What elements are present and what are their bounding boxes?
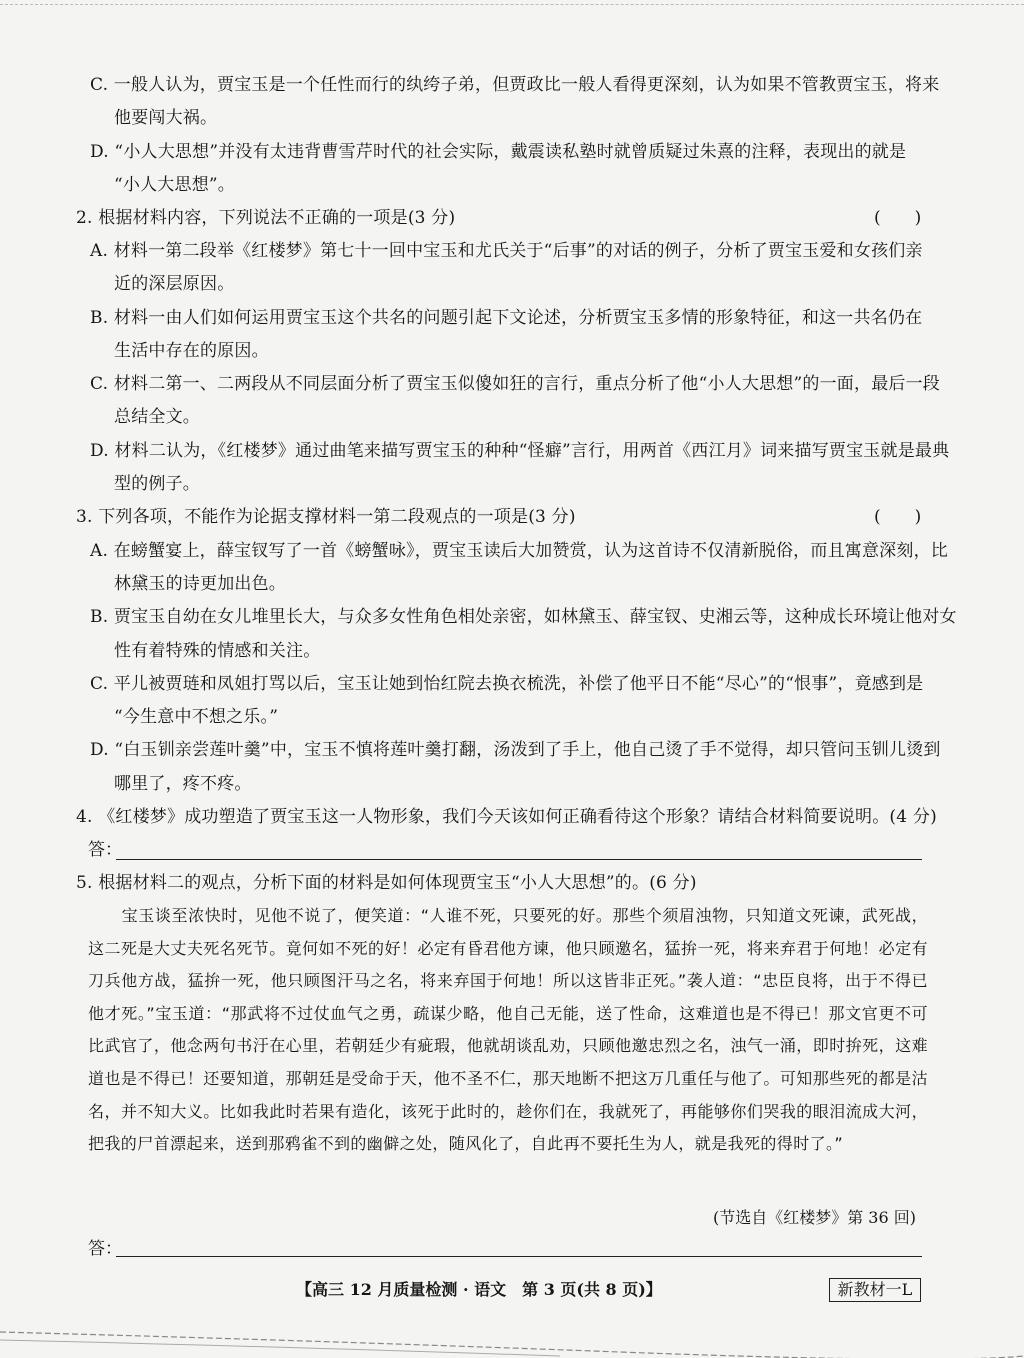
q3-option-c-cont: “今生意中不想之乐。” <box>114 707 279 727</box>
q1-option-c: C. 一般人认为，贾宝玉是一个任性而行的纨绔子弟，但贾政比一般人看得更深刻，认为如果不管教贾宝玉，将来 <box>90 75 940 95</box>
question-2-answer-blank[interactable]: ( ) <box>874 208 922 228</box>
q3-option-d: D. “白玉钏亲尝莲叶羹”中，宝玉不慎将莲叶羹打翻，汤泼到了手上，他自己烫了手不觉得，却只管问玉钏儿烫到 <box>90 740 941 760</box>
q5-answer-label: 答： <box>88 1239 122 1259</box>
q2-option-b-cont: 生活中存在的原因。 <box>114 341 269 361</box>
q1-option-c-cont: 他要闯大祸。 <box>114 108 218 128</box>
q2-option-c: C. 材料二第一、二两段从不同层面分析了贾宝玉似傻如狂的言行，重点分析了他“小人大思想”的一面，最后一段 <box>90 374 940 394</box>
q2-option-a-cont: 近的深层原因。 <box>114 274 235 294</box>
scan-edge-bottom <box>0 1322 1024 1358</box>
q2-option-a: A. 材料一第二段举《红楼梦》第七十一回中宝玉和尤氏关于“后事”的对话的例子，分析了贾宝玉爱和女孩们亲 <box>90 241 923 261</box>
q4-answer-label: 答： <box>88 840 122 860</box>
q3-option-c: C. 平儿被贾琏和凤姐打骂以后，宝玉让她到怡红院去换衣梳洗，补偿了他平日不能“尽心”的“恨事”，竟感到是 <box>90 674 924 694</box>
question-4-stem: 4. 《红楼梦》成功塑造了贾宝玉这一人物形象，我们今天该如何正确看待这个形象？请结合材料简要说明。(4 分) <box>76 807 937 827</box>
q5-source: (节选自《红楼梦》第 36 回) <box>712 1208 916 1227</box>
question-3-stem: 3. 下列各项，不能作为论据支撑材料一第二段观点的一项是(3 分) <box>76 507 576 527</box>
q2-option-d-cont: 型的例子。 <box>114 474 200 494</box>
q2-option-c-cont: 总结全文。 <box>114 407 200 427</box>
question-2-stem: 2. 根据材料内容，下列说法不正确的一项是(3 分) <box>76 208 456 228</box>
page-footer: 【高三 12 月质量检测 · 语文 第 3 页(共 8 页)】 <box>296 1280 662 1299</box>
question-5-stem: 5. 根据材料二的观点，分析下面的材料是如何体现贾宝玉“小人大思想”的。(6 分) <box>76 873 697 893</box>
q3-option-d-cont: 哪里了，疼不疼。 <box>114 774 252 794</box>
q5-passage: 宝玉谈至浓快时，见他不说了，便笑道：“人谁不死，只要死的好。那些个须眉浊物，只知道文死谏，武死战，这二死是大丈夫死名死节。竟何如不死的好！必定有昏君他方谏，他只顾邀名，猛拚一死，将来弃君于何地！必定有刀兵他方战，猛拚一死，他只顾图汗马之名，将来弃国于何地！所以这皆非正死。”袭人道：“忠臣良将，出于不得已他才死。”宝玉道：“那武将不过仗血气之勇，疏谋少略，他自己无能，送了性命，这难道也是不得已！那文官更不可比武官了，他念两句书汙在心里，若朝廷少有疵瑕，他就胡谈乱劝，只顾他邀忠烈之名，浊气一涌，即时拚死，这难道也是不得已！还要知道，那朝廷是受命于天，他不圣不仁，那天地断不把这万几重任与他了。可知那些死的都是沽名，并不知大义。比如我此时若果有造化，该死于此时的，趁你们在，我就死了，再能够你们哭我的眼泪流成大河，把我的尸首漂起来，送到那鸦雀不到的幽僻之处，随风化了，自此再不要托生为人，就是我死的得时了。” <box>88 906 928 1154</box>
q1-option-d-cont: “小人大思想”。 <box>114 175 235 195</box>
q2-option-b: B. 材料一由人们如何运用贾宝玉这个共名的问题引起下文论述，分析贾宝玉多情的形象特征，和这一共名仍在 <box>90 308 923 328</box>
question-3-answer-blank[interactable]: ( ) <box>874 507 922 527</box>
edition-badge: 新教材一L <box>829 1278 921 1302</box>
scan-edge-top <box>0 0 1024 5</box>
q2-option-d: D. 材料二认为，《红楼梦》通过曲笔来描写贾宝玉的种种“怪癖”言行，用两首《西江月》词来描写贾宝玉就是最典 <box>90 441 950 461</box>
q3-option-b-cont: 性有着特殊的情感和关注。 <box>114 641 321 661</box>
q3-option-a: A. 在螃蟹宴上，薛宝钗写了一首《螃蟹咏》，贾宝玉读后大加赞赏，认为这首诗不仅清新脱俗，而且寓意深刻，比 <box>90 541 948 561</box>
q3-option-a-cont: 林黛玉的诗更加出色。 <box>114 574 286 594</box>
q4-answer-line[interactable] <box>116 839 922 860</box>
q5-answer-line[interactable] <box>116 1236 922 1257</box>
q1-option-d: D. “小人大思想”并没有太违背曹雪芹时代的社会实际，戴震读私塾时就曾质疑过朱熹的注释，表现出的就是 <box>90 142 907 162</box>
q3-option-b: B. 贾宝玉自幼在女儿堆里长大，与众多女性角色相处亲密，如林黛玉、薛宝钗、史湘云等，这种成长环境让他对女 <box>90 607 957 627</box>
